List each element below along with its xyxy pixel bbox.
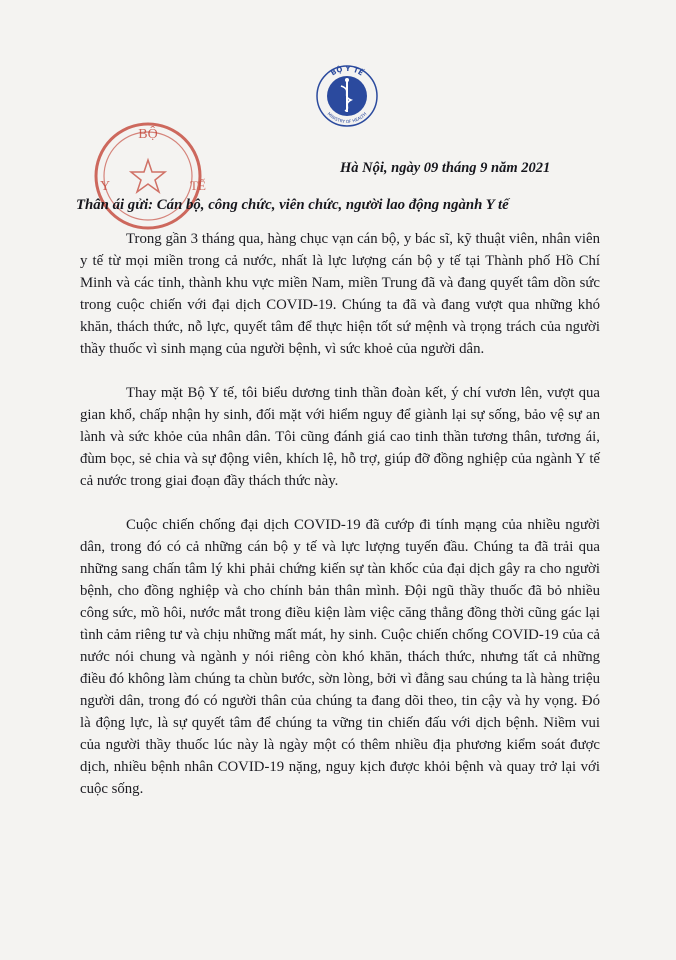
ministry-of-health-logo [311,50,383,140]
svg-text:BỘ Y TẾ: BỘ Y TẾ [329,64,365,78]
paragraph: Thay mặt Bộ Y tế, tôi biểu dương tinh thần đoàn kết, ý chí vươn lên, vượt qua gian khổ, chấp nhận hy sinh, đối mặt với hiểm nguy để giành lại sự sống, bảo vệ sự an lành và sức khỏe của nhân dân. Tôi cũng đánh giá cao tinh thần tương thân, tương ái, đùm bọc, sẻ chia và sự động viên, khích lệ, hỗ trợ, giúp đỡ đồng nghiệp của ngành Y tế cả nước trong giai đoạn đầy thách thức này. [80,385,600,489]
letter-body [80,228,600,822]
paragraph: Trong gần 3 tháng qua, hàng chục vạn cán bộ, y bác sĩ, kỹ thuật viên, nhân viên y tế từ mọi miền trong cả nước, nhất là lực lượng cán bộ y tế tại Thành phố Hồ Chí Minh và các tỉnh, thành khu vực miền Nam, miền Trung đã và đang quyết tâm dồn sức trong cuộc chiến với đại dịch COVID-19. Chúng ta đã và đang vượt qua những khó khăn, thách thức, nỗ lực, quyết tâm để thực hiện tốt sứ mệnh và trọng trách của người thầy thuốc vì sinh mạng của người bệnh, vì sức khoẻ của người dân. [80,231,600,357]
svg-text:BỘ: BỘ [138,127,158,142]
svg-text:Y: Y [100,179,111,194]
date-line: Hà Nội, ngày 09 tháng 9 năm 2021 [340,160,551,176]
paragraph: Cuộc chiến chống đại dịch COVID-19 đã cướp đi tính mạng của nhiều người dân, trong đó có cả những cán bộ y tế và lực lượng tuyến đầu. Chúng ta đã trải qua những sang chấn tâm lý khi phải chứng kiến sự tàn khốc của đại dịch gây ra cho người bệnh, cho đồng nghiệp và cho chính bản thân mình. Đội ngũ thầy thuốc đã bỏ nhiều công sức, mồ hôi, nước mắt trong điều kiện làm việc căng thẳng đồng thời cũng gác lại tình cảm riêng tư và chịu những mất mát, hy sinh. Cuộc chiến chống COVID-19 của cả nước nói chung và ngành y nói riêng còn khó khăn, thách thức, nhưng tất cả những điều đó không làm chúng ta chùn bước, sờn lòng, bởi vì đằng sau chúng ta là hàng triệu người dân, trong đó có người thân của chúng ta đang dõi theo, tin cậy và hy vọng. Đó là động lực, là sự quyết tâm để chúng ta vững tin chiến đấu với dịch bệnh. Niềm vui của người thầy thuốc lúc này là ngày một có thêm nhiều địa phương kiểm soát được dịch, nhiều bệnh nhân COVID-19 nặng, nguy kịch được khỏi bệnh và quay trở lại với cuộc sống. [80,517,600,797]
svg-text:TẾ: TẾ [190,178,206,193]
salutation: Thân ái gửi: Cán bộ, công chức, viên chức, người lao động ngành Y tế [76,197,509,213]
svg-text:MINISTRY OF HEALTH: MINISTRY OF HEALTH [326,111,368,125]
official-seal-stamp [80,120,210,235]
